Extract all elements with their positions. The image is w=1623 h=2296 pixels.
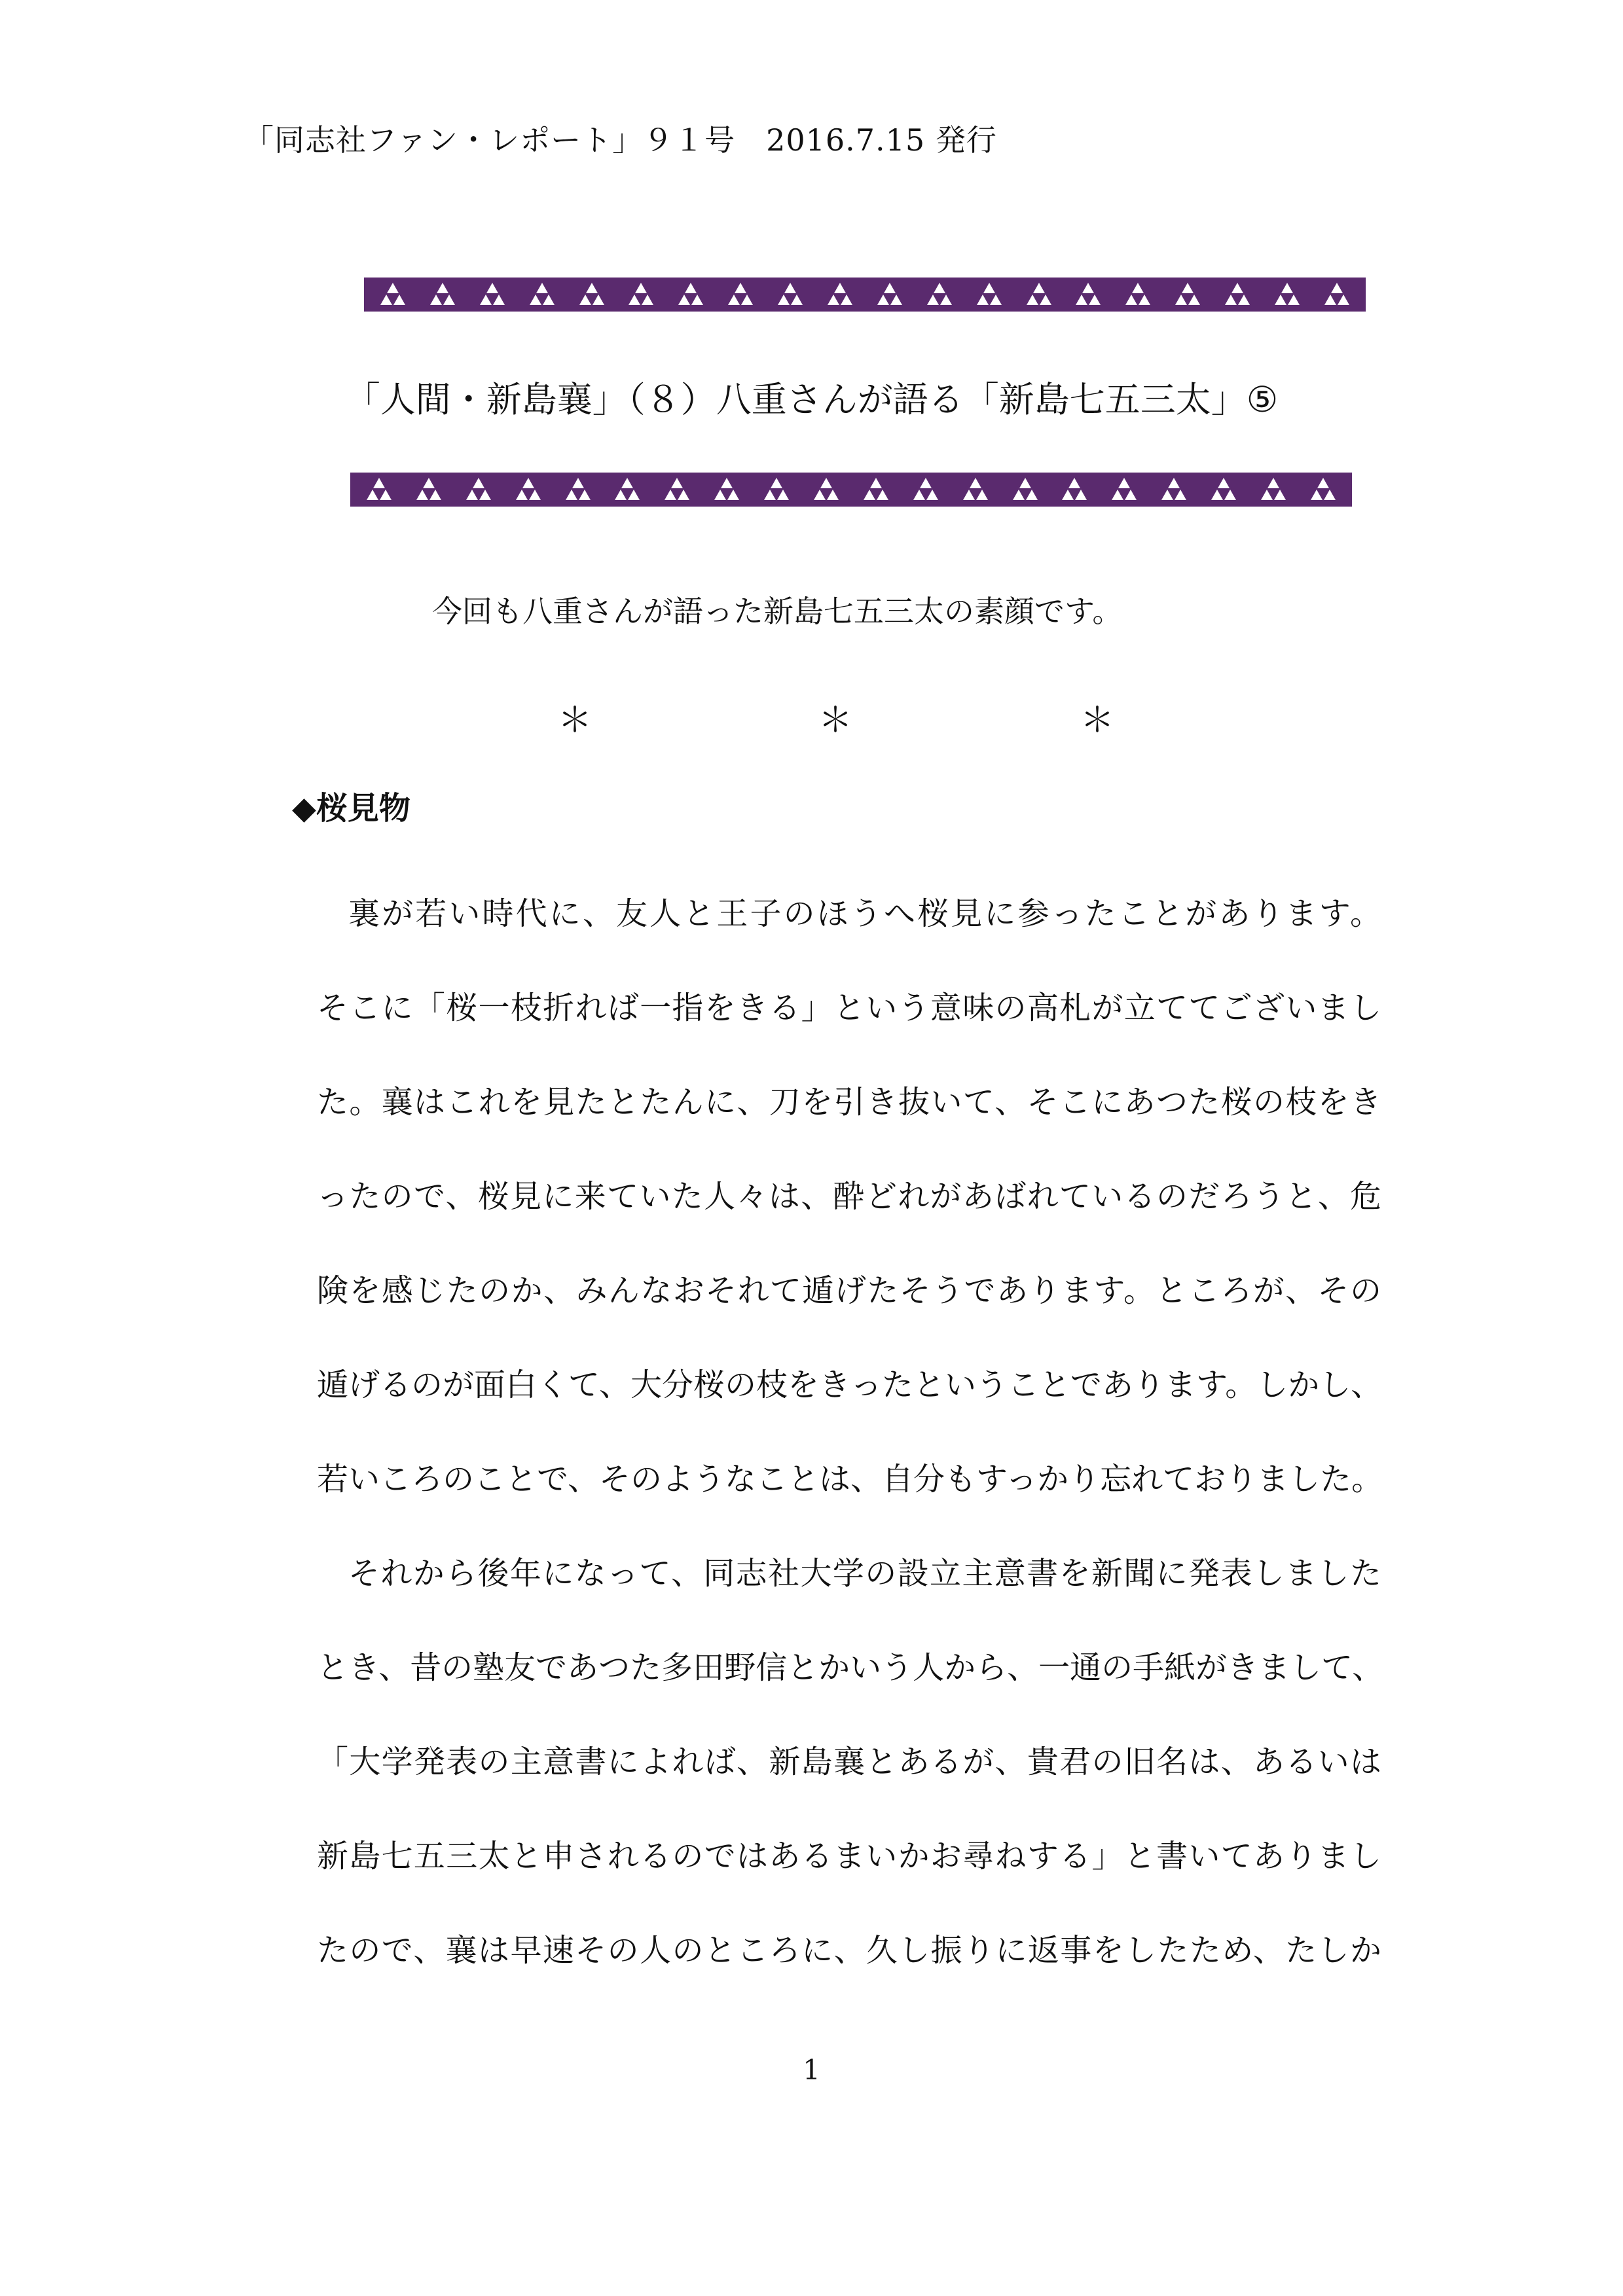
three-triangles-crest-icon	[514, 475, 543, 504]
three-triangles-crest-icon	[627, 280, 655, 309]
three-triangles-crest-icon	[1322, 280, 1351, 309]
body-line: た。襄はこれを見たとたんに、刀を引き抜いて、そこにあつた桜の枝をき	[317, 1084, 1381, 1121]
section-heading: ◆桜見物	[292, 790, 410, 827]
body-line: それから後年になって、同志社大学の設立主意書を新聞に発表しました	[348, 1555, 1381, 1592]
body-line: そこに「桜一枝折れば一指をきる」という意味の高札が立ててございまし	[317, 990, 1381, 1026]
three-triangles-crest-icon	[1060, 475, 1089, 504]
three-triangles-crest-icon	[1309, 475, 1338, 504]
three-triangles-crest-icon	[464, 475, 493, 504]
three-triangles-crest-icon	[712, 475, 741, 504]
three-triangles-crest-icon	[528, 280, 556, 309]
three-triangles-crest-icon	[975, 280, 1004, 309]
three-triangles-crest-icon	[577, 280, 606, 309]
three-triangles-crest-icon	[1159, 475, 1188, 504]
body-line: ったので、桜見に来ていた人々は、酔どれがあばれているのだろうと、危	[317, 1178, 1381, 1215]
body-line: たので、襄は早速その人のところに、久し振りに返事をしたため、たしか	[317, 1932, 1381, 1969]
three-triangles-crest-icon	[911, 475, 940, 504]
body-line: 険を感じたのか、みんなおそれて遁げたそうであります。ところが、その	[317, 1272, 1381, 1309]
three-triangles-crest-icon	[1123, 280, 1152, 309]
decorative-band-top	[364, 278, 1366, 312]
three-triangles-crest-icon	[676, 280, 705, 309]
three-triangles-crest-icon	[428, 280, 457, 309]
three-triangles-crest-icon	[1110, 475, 1139, 504]
three-triangles-crest-icon	[1223, 280, 1252, 309]
three-triangles-crest-icon	[776, 280, 805, 309]
body-line: 若いころのことで、そのようなことは、自分もすっかり忘れておりました。	[317, 1461, 1383, 1498]
three-triangles-crest-icon	[1173, 280, 1202, 309]
three-triangles-crest-icon	[812, 475, 841, 504]
three-triangles-crest-icon	[1074, 280, 1103, 309]
body-line: 遁げるのが面白くて、大分桜の枝をきったということであります。しかし、	[317, 1367, 1383, 1403]
body-line: 裏が若い時代に、友人と王子のほうへ桜見に参ったことがあります。	[348, 895, 1381, 932]
three-triangles-crest-icon	[961, 475, 990, 504]
three-triangles-crest-icon	[1259, 475, 1288, 504]
three-triangles-crest-icon	[1209, 475, 1238, 504]
newsletter-header: 「同志社ファン・レポート」９１号 2016.7.15 発行	[244, 122, 997, 158]
three-triangles-crest-icon	[925, 280, 954, 309]
three-triangles-crest-icon	[875, 280, 904, 309]
three-triangles-crest-icon	[726, 280, 755, 309]
three-triangles-crest-icon	[478, 280, 507, 309]
separator-asterisk: ＊	[1080, 701, 1115, 740]
three-triangles-crest-icon	[564, 475, 593, 504]
three-triangles-crest-icon	[378, 280, 407, 309]
three-triangles-crest-icon	[414, 475, 443, 504]
three-triangles-crest-icon	[365, 475, 393, 504]
intro-paragraph: 今回も八重さんが語った新島七五三太の素顔です。	[432, 594, 1123, 629]
three-triangles-crest-icon	[613, 475, 642, 504]
page-number: 1	[803, 2054, 820, 2086]
body-line: 新島七五三太と申されるのではあるまいかお尋ねする」と書いてありまし	[317, 1838, 1381, 1874]
separator-asterisk: ＊	[818, 701, 853, 740]
three-triangles-crest-icon	[1025, 280, 1053, 309]
three-triangles-crest-icon	[862, 475, 890, 504]
decorative-band-bottom	[350, 473, 1352, 507]
three-triangles-crest-icon	[1273, 280, 1302, 309]
three-triangles-crest-icon	[1011, 475, 1040, 504]
body-line: とき、昔の塾友であつた多田野信とかいう人から、一通の手紙がきまして、	[317, 1649, 1384, 1686]
body-line: 「大学発表の主意書によれば、新島襄とあるが、貴君の旧名は、あるいは	[317, 1744, 1381, 1780]
three-triangles-crest-icon	[762, 475, 791, 504]
three-triangles-crest-icon	[663, 475, 691, 504]
three-triangles-crest-icon	[826, 280, 854, 309]
separator-asterisk: ＊	[558, 701, 593, 740]
article-title: 「人間・新島襄」（８）八重さんが語る「新島七五三太」⑤	[344, 379, 1279, 420]
